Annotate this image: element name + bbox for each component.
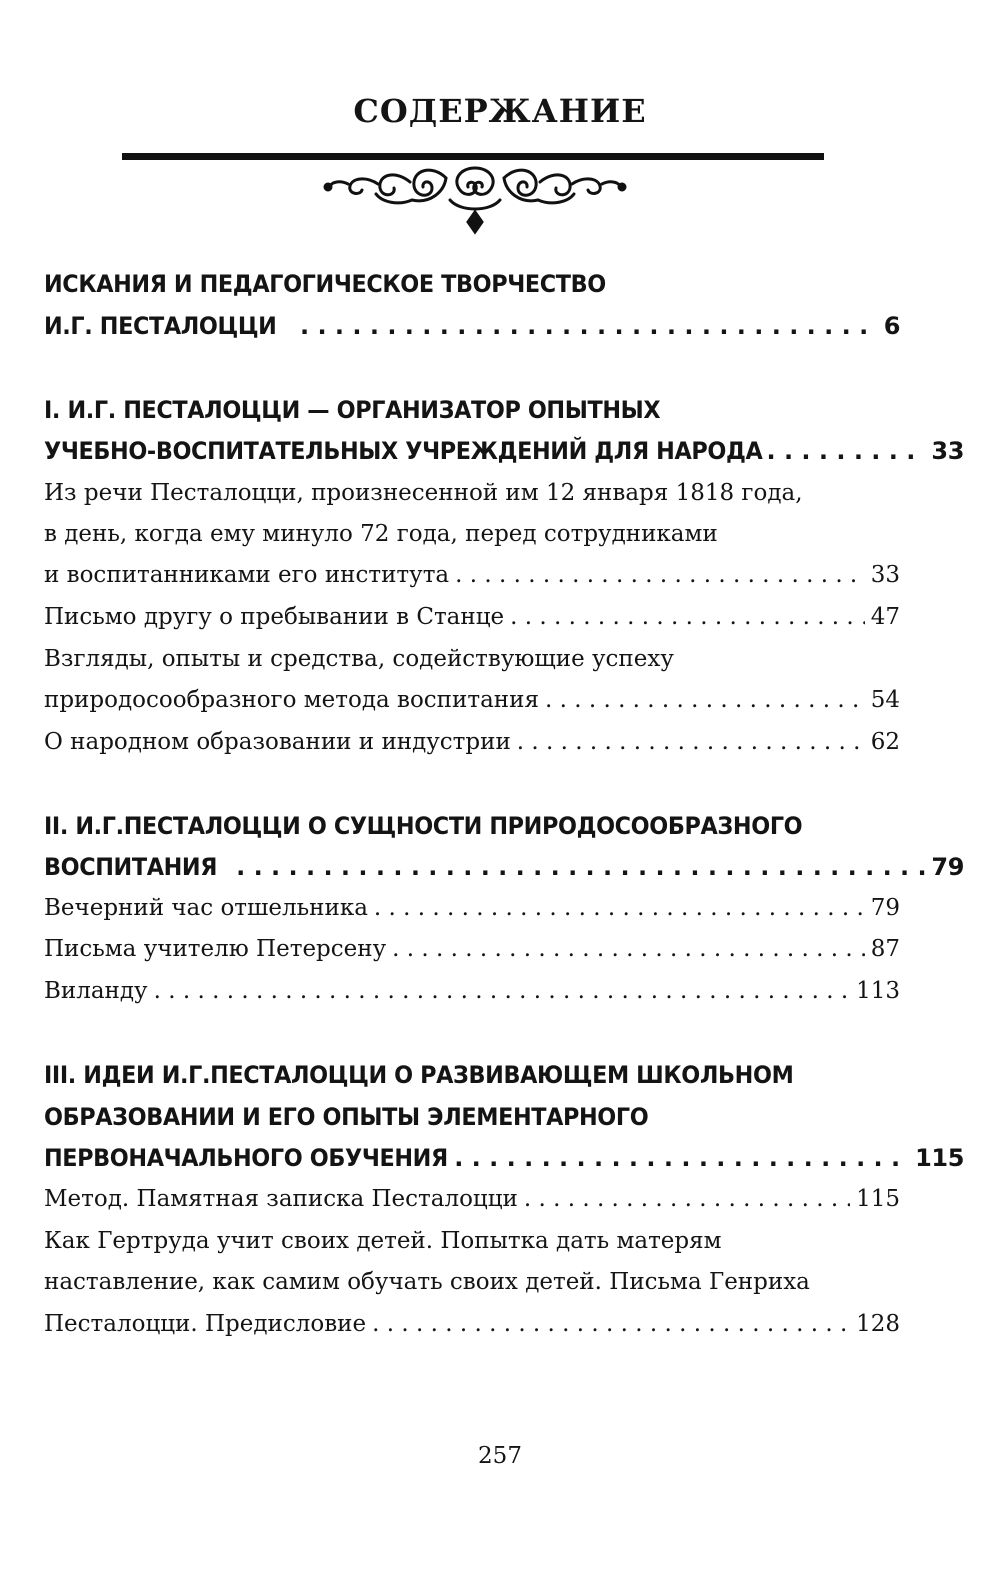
dot-leader bbox=[154, 978, 851, 1004]
toc-entry-line: Из речи Песталоцци, произнесенной им 12 января 1818 года, bbox=[44, 480, 803, 506]
toc-entry-label: природосообразного метода воспитания bbox=[44, 687, 539, 713]
dot-leader bbox=[300, 312, 878, 340]
toc-entry-line: Взгляды, опыты и средства, содействующие успеху bbox=[44, 646, 674, 672]
toc-page-number: 62 bbox=[870, 729, 900, 755]
toc-entry-line: наставление, как самим обучать своих детей. Письма Генриха bbox=[44, 1269, 810, 1295]
toc-heading-entry[interactable] bbox=[44, 312, 900, 340]
dot-leader bbox=[372, 1311, 850, 1337]
toc-heading-label: ПЕРВОНАЧАЛЬНОГО ОБУЧЕНИЯ bbox=[44, 1144, 448, 1172]
toc-heading-label: ВОСПИТАНИЯ bbox=[44, 853, 218, 881]
dot-leader bbox=[455, 562, 865, 588]
dot-leader bbox=[524, 1186, 850, 1212]
toc-heading-label: УЧЕБНО-ВОСПИТАТЕЛЬНЫХ УЧРЕЖДЕНИЙ ДЛЯ НАРОДА bbox=[44, 437, 763, 465]
toc-page-number: 6 bbox=[883, 312, 900, 340]
toc-page-number: 115 bbox=[856, 1186, 900, 1212]
dot-leader bbox=[374, 895, 865, 921]
toc-heading-line: ИСКАНИЯ И ПЕДАГОГИЧЕСКОЕ ТВОРЧЕСТВО bbox=[44, 270, 606, 298]
toc-heading-entry[interactable] bbox=[44, 437, 964, 465]
toc-entry-label: и воспитанниками его института bbox=[44, 562, 450, 588]
toc-entry-label: Письма учителю Петерсену bbox=[44, 936, 387, 962]
dot-leader bbox=[545, 687, 865, 713]
toc-entry-label: Виланду bbox=[44, 978, 148, 1004]
toc-heading-line: I. И.Г. ПЕСТАЛОЦЦИ — ОРГАНИЗАТОР ОПЫТНЫХ bbox=[44, 396, 661, 424]
toc-entry[interactable] bbox=[44, 895, 900, 921]
toc-heading-line: ОБРАЗОВАНИИ И ЕГО ОПЫТЫ ЭЛЕМЕНТАРНОГО bbox=[44, 1103, 649, 1131]
toc-entry[interactable] bbox=[44, 936, 900, 962]
toc-heading-entry[interactable] bbox=[44, 853, 964, 881]
dot-leader bbox=[517, 729, 865, 755]
page-title: СОДЕРЖАНИЕ bbox=[353, 92, 647, 130]
dot-leader bbox=[236, 853, 925, 881]
toc-heading-label: И.Г. ПЕСТАЛОЦЦИ bbox=[44, 312, 277, 340]
dot-leader bbox=[454, 1144, 909, 1172]
toc-entry-label: Вечерний час отшельника bbox=[44, 895, 368, 921]
toc-page-number: 33 bbox=[870, 562, 900, 588]
toc-entry-line: Как Гертруда учит своих детей. Попытка дать матерям bbox=[44, 1228, 722, 1254]
toc-entry-label: Метод. Памятная записка Песталоцци bbox=[44, 1186, 518, 1212]
page-number: 257 bbox=[478, 1443, 522, 1469]
dot-leader bbox=[392, 936, 865, 962]
dot-leader bbox=[510, 604, 865, 630]
toc-page-number: 115 bbox=[915, 1144, 964, 1172]
toc-page-number: 128 bbox=[856, 1311, 900, 1337]
toc-entry[interactable] bbox=[44, 978, 900, 1004]
toc-entry-line: в день, когда ему минуло 72 года, перед сотрудниками bbox=[44, 521, 718, 547]
toc-heading-line: III. ИДЕИ И.Г.ПЕСТАЛОЦЦИ О РАЗВИВАЮЩЕМ ШКОЛЬНОМ bbox=[44, 1061, 794, 1089]
toc-heading-entry[interactable] bbox=[44, 1144, 964, 1172]
toc-entry-label: О народном образовании и индустрии bbox=[44, 729, 511, 755]
toc-entry[interactable] bbox=[44, 1186, 900, 1212]
dot-leader bbox=[766, 437, 925, 465]
toc-page-number: 113 bbox=[856, 978, 900, 1004]
toc-page-number: 33 bbox=[931, 437, 964, 465]
toc-entry[interactable] bbox=[44, 562, 900, 588]
title-rule bbox=[122, 153, 824, 160]
toc-entry[interactable] bbox=[44, 687, 900, 713]
toc-page-number: 79 bbox=[931, 853, 964, 881]
toc-entry-label: Письмо другу о пребывании в Станце bbox=[44, 604, 505, 630]
toc-entry[interactable] bbox=[44, 604, 900, 630]
toc-page-number: 54 bbox=[870, 687, 900, 713]
toc-entry[interactable] bbox=[44, 729, 900, 755]
toc-page-number: 79 bbox=[870, 895, 900, 921]
decorative-ornament-icon bbox=[320, 160, 630, 240]
toc-page-number: 87 bbox=[870, 936, 900, 962]
toc-page-number: 47 bbox=[870, 604, 900, 630]
toc-entry[interactable] bbox=[44, 1311, 900, 1337]
toc-heading-line: II. И.Г.ПЕСТАЛОЦЦИ О СУЩНОСТИ ПРИРОДОСООБРАЗНОГО bbox=[44, 812, 803, 840]
toc-entry-label: Песталоцци. Предисловие bbox=[44, 1311, 367, 1337]
